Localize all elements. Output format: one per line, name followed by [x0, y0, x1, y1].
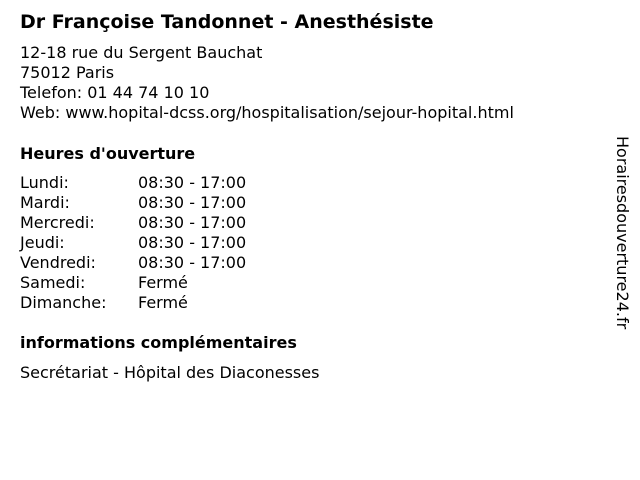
day-label: Jeudi:: [20, 233, 65, 252]
day-label: Mercredi:: [20, 213, 95, 232]
hours-value: Fermé: [138, 273, 188, 292]
hours-row-monday: [20, 173, 600, 193]
hours-row-saturday: [20, 273, 600, 293]
hours-row-sunday: [20, 293, 600, 313]
hours-value: 08:30 - 17:00: [138, 213, 247, 232]
day-label: Dimanche:: [20, 293, 107, 312]
hours-row-friday: [20, 253, 600, 273]
street-address: 12-18 rue du Sergent Bauchat: [20, 43, 263, 62]
opening-hours-heading: Heures d'ouverture: [20, 144, 196, 163]
day-label: Samedi:: [20, 273, 86, 292]
hours-row-wednesday: [20, 213, 600, 233]
additional-info-text: Secrétariat - Hôpital des Diaconesses: [20, 363, 320, 382]
city-postal: 75012 Paris: [20, 63, 115, 82]
additional-info-heading: informations complémentaires: [20, 333, 297, 352]
hours-value: 08:30 - 17:00: [138, 193, 247, 212]
hours-value: 08:30 - 17:00: [138, 233, 247, 252]
day-label: Lundi:: [20, 173, 69, 192]
page-title: Dr Françoise Tandonnet - Anesthésiste: [20, 11, 434, 33]
hours-value: 08:30 - 17:00: [138, 253, 247, 272]
address-block: [20, 43, 600, 123]
day-label: Vendredi:: [20, 253, 96, 272]
site-watermark: Horairesdouverture24.fr: [613, 136, 632, 330]
business-card: [20, 9, 600, 383]
website: Web: www.hopital-dcss.org/hospitalisation/sejour-hopital.html: [20, 103, 514, 122]
day-label: Mardi:: [20, 193, 70, 212]
hours-row-thursday: [20, 233, 600, 253]
phone-number: Telefon: 01 44 74 10 10: [20, 83, 210, 102]
hours-value: 08:30 - 17:00: [138, 173, 247, 192]
opening-hours-table: [20, 173, 600, 313]
hours-row-tuesday: [20, 193, 600, 213]
hours-value: Fermé: [138, 293, 188, 312]
